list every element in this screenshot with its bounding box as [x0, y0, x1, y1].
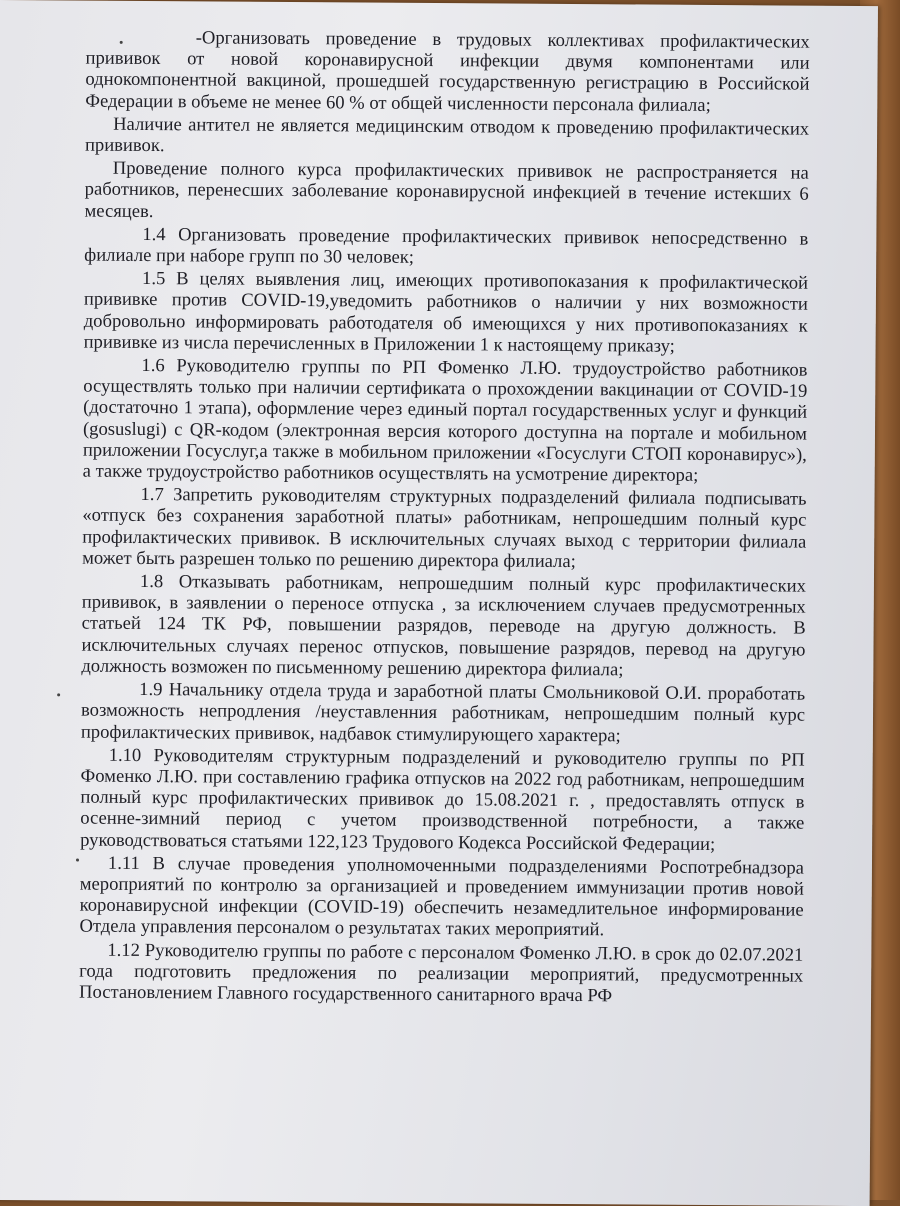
paper-speck — [57, 693, 60, 696]
clause-1-11: 1.11 В случае проведения уполномоченными подразделениями Роспотребнадзора мероприятий по контролю за организацией и проведением иммунизации против новой коронавирусной инфекции (COVID-19) обеспечить незамедлительное информирование Отдела управления персоналом о результатах таких мероприятий. — [79, 852, 805, 941]
paragraph-recovered-exemption: Проведение полного курса профилактических прививок не распространяется на работников, перенесших заболевание коронавирусной инфекцией в течение истекших 6 месяцев. — [84, 158, 809, 222]
clause-1-9: 1.9 Начальнику отдела труда и заработной платы Смольниковой О.И. проработать возможность непродления /неуставленния работникам, непрошедшим полный курс профилактических прививок, надбавок стимулирующего характера; — [80, 679, 806, 746]
clause-1-5: 1.5 В целях выявления лиц, имеющих противопоказания к профилактической прививке против COVID-19,уведомить работников о наличии у них возможности добровольно информировать работодателя об имеющихся у них противопоказаниях к прививке из числа перечисленных в Приложении 1 к настоящему приказу; — [83, 268, 809, 357]
paper-speck — [76, 859, 79, 862]
paragraph-vaccination-intro: -Организовать проведение в трудовых коллективах профилактических прививок от новой коронавирусной инфекции двумя компонентами или однокомпонентной вакциной, прошедшей государственную регистрацию в Российской Федерации в объеме не менее 60 % от общей численности персонала филиала; — [85, 27, 810, 116]
clause-1-12: 1.12 Руководителю группы по работе с персоналом Фоменко Л.Ю. в срок до 02.07.2021 года подготовить предложения по реализации мероприятий, предусмотренных Постановлением Главного государственного санитарного врача РФ — [79, 939, 804, 1007]
paragraph-antibodies: Наличие антител не является медицинским отводом к проведению профилактических прививок. — [84, 113, 810, 157]
clause-1-8: 1.8 Отказывать работникам, непрошедшим полный курс профилактических прививок, в заявлении о переносе отпуска , за исключением случаев предусмотренных статьей 124 ТК РФ, повышении разрядов, переводе на другую должность. В исключительных случаях перенос отпусков, повышение разрядов, перевод на другую должность возможен по письменному решению директора филиала; — [81, 571, 807, 681]
clause-1-7: 1.7 Запретить руководителям структурных подразделений филиала подписывать «отпуск без сохранения заработной платы» работникам, непрошедшим полный курс профилактических прививок. В исключительных случаях выход с территории филиала может быть разрешен только по решению директора филиала; — [82, 484, 807, 572]
clause-1-10: 1.10 Руководителям структурным подразделений и руководителю группы по РП Фоменко Л.Ю. при составлению графика отпусков на 2022 год работникам, непрошедшим полный курс профилактических прививок до 15.08.2021 г. , предоставлять отпуск в осенне-зимний период с учетом производственной потребности, а также руководствоваться статьями 122,123 Трудового Кодекса Российской Федерации; — [80, 744, 805, 855]
clause-1-4: 1.4 Организовать проведение профилактических прививок непосредственно в филиале при наборе групп по 30 человек; — [84, 223, 809, 268]
document-body — [79, 27, 810, 1008]
clause-1-6: 1.6 Руководителю группы по РП Фоменко Л.Ю. трудоустройство работников осуществлять только при наличии сертификата о прохождении вакцинации от COVID-19 (достаточно 1 этапа), оформление через единый портал государственных услуг и функций (gosuslugi) с QR-кодом (электронная версия которого доступна на портале и мобильном приложении Госуслуг,а также в мобильном приложении «Госуслуги СТОП коронавирус»), а также трудоустройство работников осуществлять на усмотрение директора; — [82, 355, 808, 486]
